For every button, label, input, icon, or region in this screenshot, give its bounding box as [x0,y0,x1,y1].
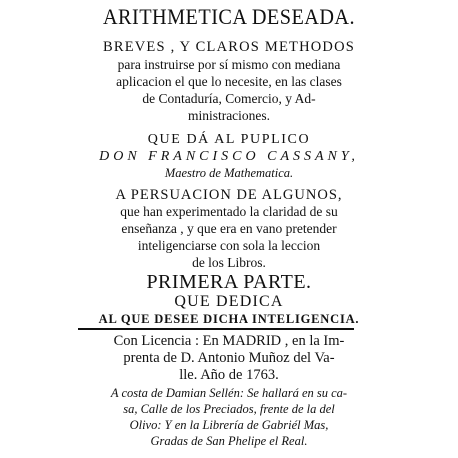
license-line-1: Con Licencia : En MADRID , en la Im- [113,333,345,349]
author-role: Maestro de Mathematica. [164,166,294,180]
sale-line-3: Olivo: Y en la Librería de Gabriél Mas, [129,418,329,432]
subtitle-line-4: de Contaduría, Comercio, y Ad- [142,91,316,106]
divider-rule [78,328,354,330]
license-line-2: prenta de D. Antonio Muñoz del Va- [123,350,335,366]
publisher-intro: QUE DÁ AL PUPLICO [147,132,311,147]
license-line-3: lle. Año de 1763. [179,367,279,383]
subtitle-line-3: aplicacion el que lo necesite, en las clases [116,74,342,89]
dedicatee-line: AL QUE DESEE DICHA INTELIGENCIA. [98,312,360,326]
subtitle-line-1: BREVES , Y CLAROS METHODOS [102,39,356,55]
persuasion-line-2: que han experimentado la claridad de su [120,204,338,219]
part-title: PRIMERA PARTE. [146,271,312,293]
persuasion-line-5: de los Libros. [192,255,266,270]
sale-line-1: A costa de Damian Sellén: Se hallará en su ca- [110,386,348,400]
persuasion-line-3: enseñanza , y que era en vano pretender [121,221,337,236]
sale-line-4: Gradas de San Phelipe el Real. [150,434,308,448]
subtitle-line-5: ministraciones. [187,108,271,123]
subtitle-line-2: para instruirse por sí mismo con mediana [117,57,341,72]
sale-line-2: sa, Calle de los Preciados, frente de la del [123,402,335,416]
book-title: ARITHMETICA DESEADA. [102,4,356,29]
dedication-line: QUE DEDICA [174,293,284,310]
persuasion-line-4: inteligenciarse con sola la leccion [137,238,321,253]
persuasion-line-1: A PERSUACION DE ALGUNOS, [115,187,343,203]
author-name: DON FRANCISCO CASSANY, [99,149,359,164]
